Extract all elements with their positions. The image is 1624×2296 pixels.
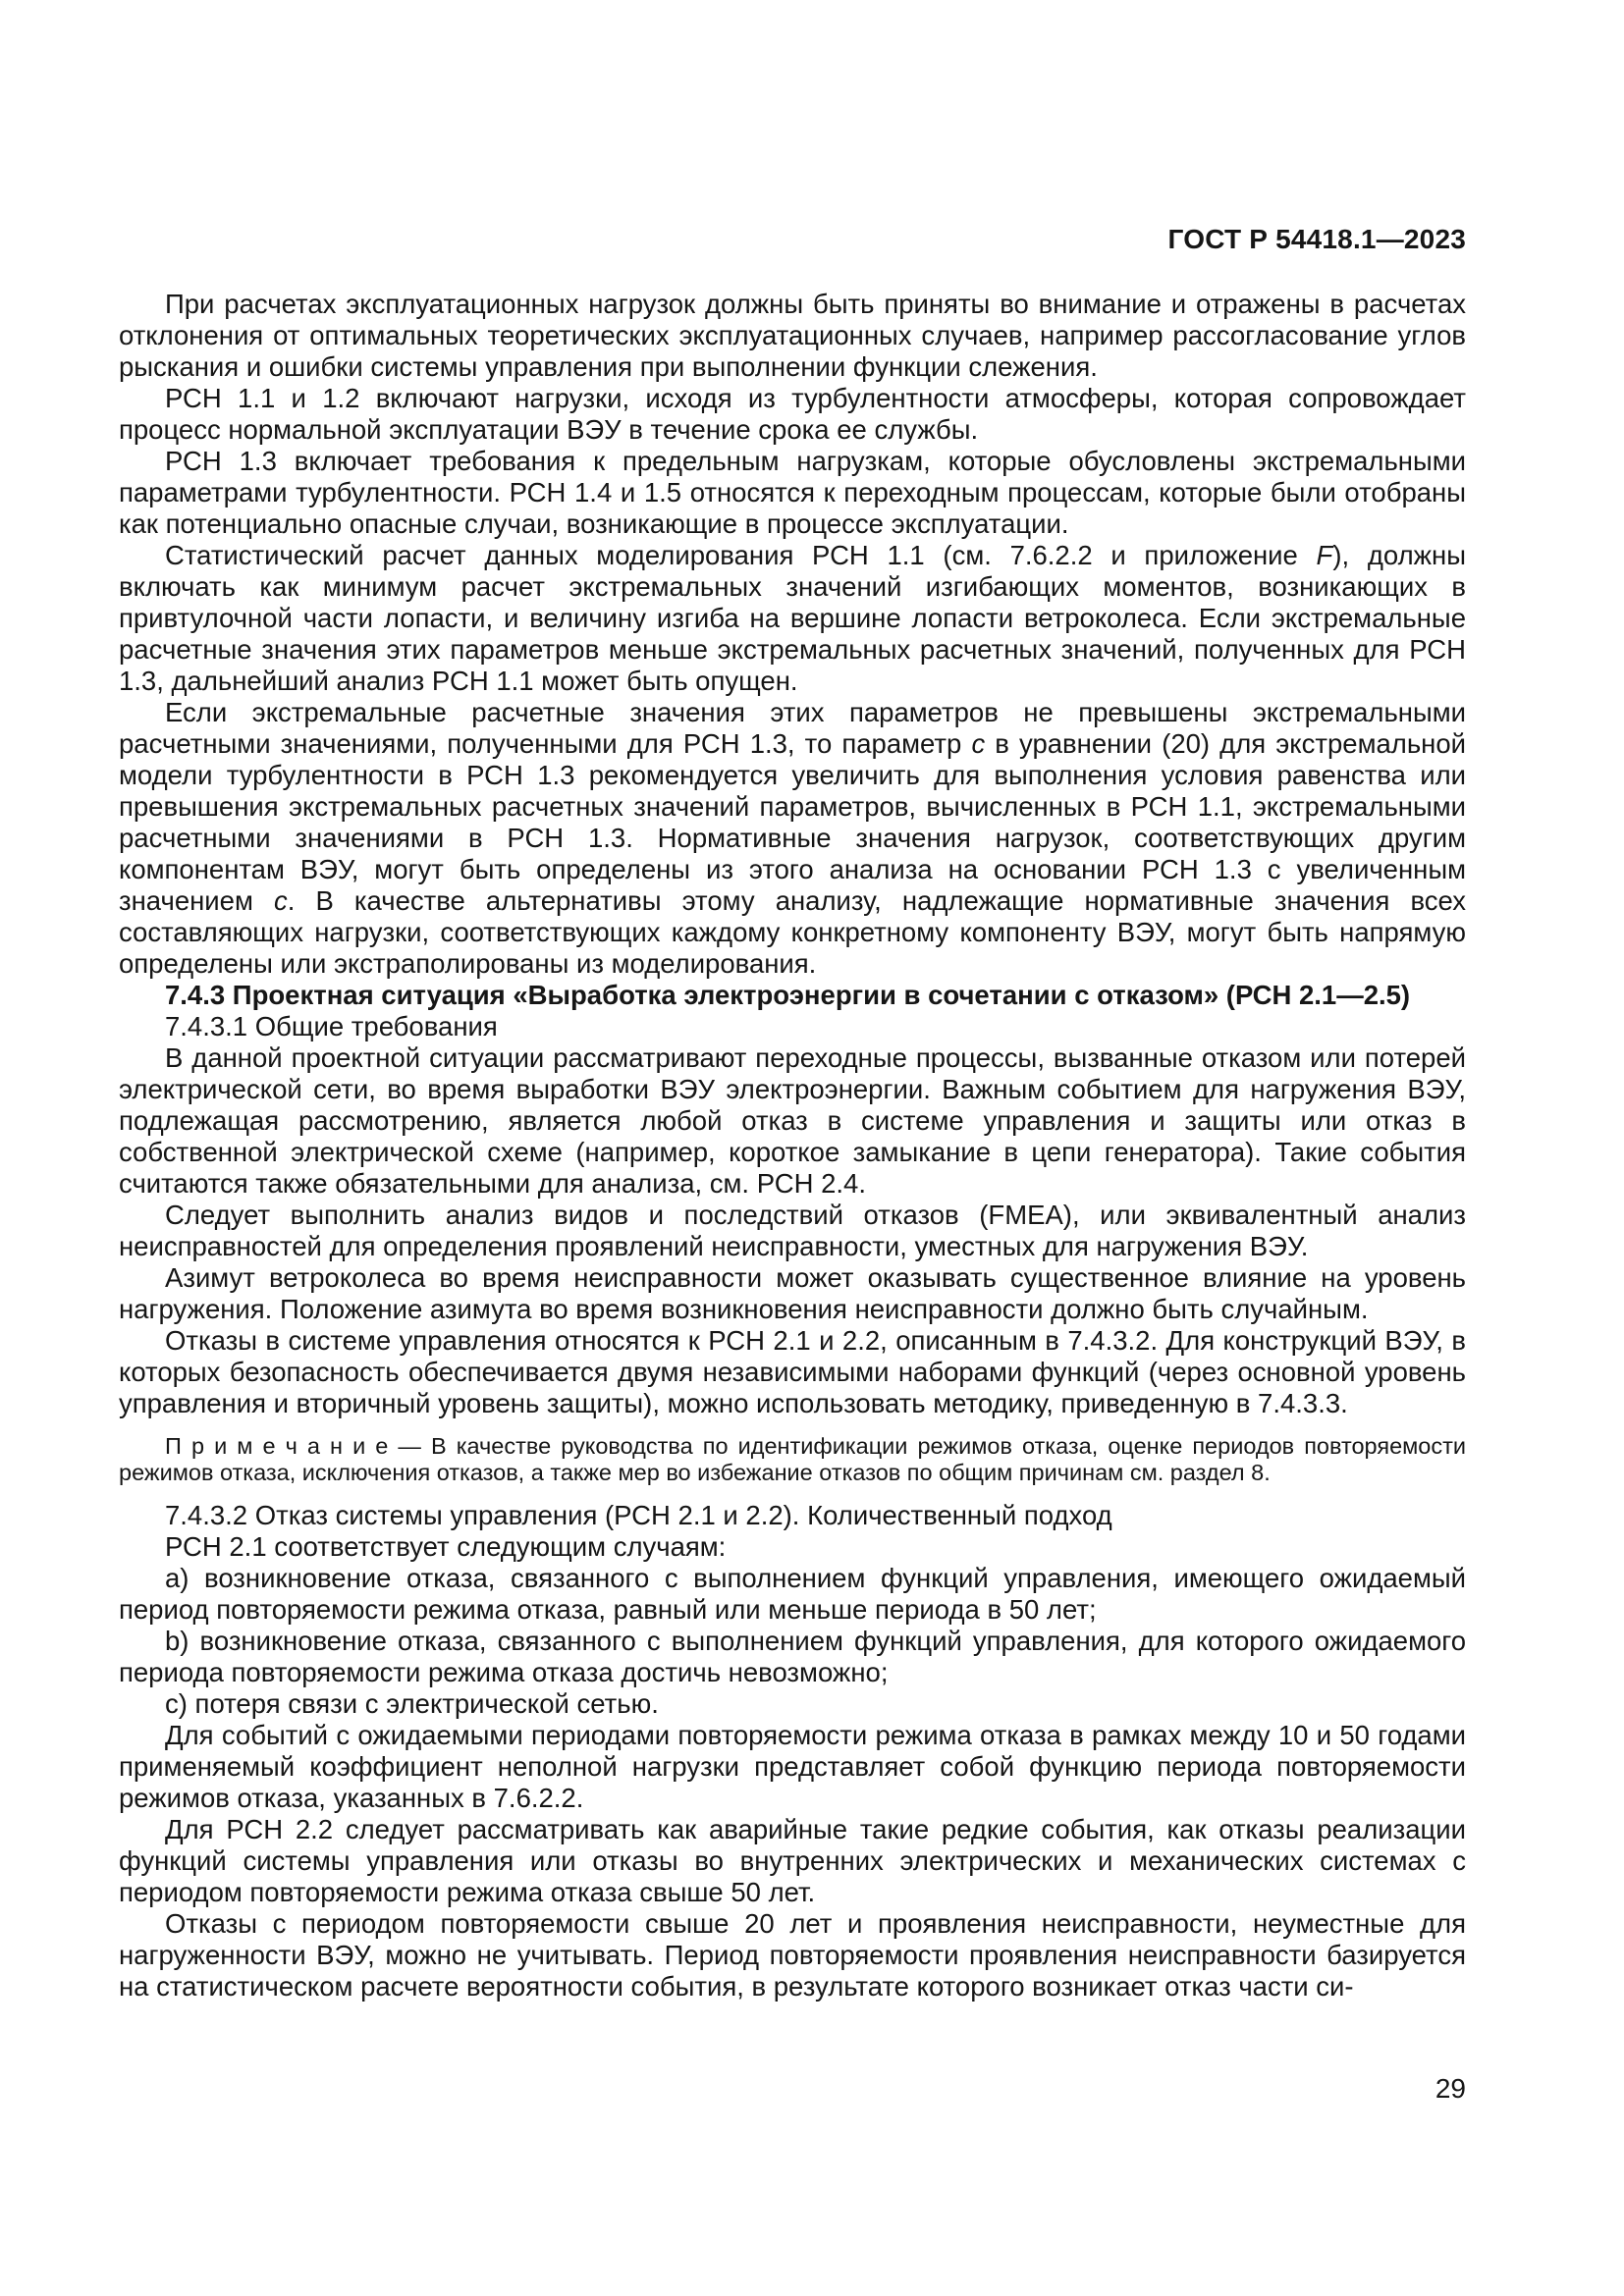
document-content [119,224,1466,2002]
paragraph: РСН 1.3 включает требования к предельным нагрузкам, которые обусловлены экстремальными параметрами турбулентности. РСН 1.4 и 1.5 относятся к переходным процессам, которые были отобраны как потенциально опасные случаи, возникающие в процессе эксплуатации. [119,446,1466,539]
paragraph: В данной проектной ситуации рассматривают переходные процессы, вызванные отказом или потерей электрической сети, во время выработки ВЭУ электроэнергии. Важным событием для нагружения ВЭУ, подлежащая рассмотрению, является любой отказ в системе управления и защиты или отказ в собственной электрической схеме (например, короткое замыкание в цепи генератора). Такие события считаются также обязательными для анализа, см. РСН 2.4. [119,1042,1466,1199]
paragraph: Отказы с периодом повторяемости свыше 20 лет и проявления неисправности, неуместные для нагруженности ВЭУ, можно не учитывать. Период повторяемости проявления неисправности базируется на статистическом расчете вероятности события, в результате которого возникает отказ части си- [119,1908,1466,2002]
document-code-header: ГОСТ Р 54418.1—2023 [1167,224,1466,254]
list-item-c: c) потеря связи с электрической сетью. [165,1688,659,1719]
paragraph: При расчетах эксплуатационных нагрузок должны быть приняты во внимание и отражены в расчетах отклонения от оптимальных теоретических эксплуатационных случаев, например рассогласование углов рыскания и ошибки системы управления при выполнении функции слежения. [119,289,1466,382]
section-heading-7-4-3-1: 7.4.3.1 Общие требования [165,1011,498,1041]
paragraph: РСН 1.1 и 1.2 включают нагрузки, исходя из турбулентности атмосферы, которая сопровождает процесс нормальной эксплуатации ВЭУ в течение срока ее службы. [119,383,1466,445]
section-heading-7-4-3-2: 7.4.3.2 Отказ системы управления (РСН 2.1 и 2.2). Количественный подход [165,1500,1112,1530]
paragraph: РСН 2.1 соответствует следующим случаям: [165,1531,727,1562]
paragraph: Если экстремальные расчетные значения этих параметров не превышены экстремальными расчетными значениями, полученными для РСН 1.3, то параметр c в уравнении (20) для экстремальной модели турбулентности в РСН 1.3 рекомендуется увеличить для выполнения условия равенства или превышения экстремальных расчетных значений параметров, вычисленных в РСН 1.1, экстремальными расчетными значениями в РСН 1.3. Нормативные значения нагрузок, соответствующих другим компонентам ВЭУ, могут быть определены из этого анализа на основании РСН 1.3 с увеличенным значением c. В качестве альтернативы этому анализу, надлежащие нормативные значения всех составляющих нагрузки, соответствующих каждому конкретному компоненту ВЭУ, могут быть напрямую определены или экстраполированы из моделирования. [119,697,1466,979]
paragraph: Для РСН 2.2 следует рассматривать как аварийные такие редкие события, как отказы реализации функций системы управления или отказы во внутренних электрических и механических системах с периодом повторяемости режима отказа свыше 50 лет. [119,1814,1466,1907]
paragraph: Статистический расчет данных моделирования РСН 1.1 (см. 7.6.2.2 и приложение F), должны включать как минимум расчет экстремальных значений изгибающих моментов, возникающих в привтулочной части лопасти, и величину изгиба на вершине лопасти ветроколеса. Если экстремальные расчетные значения этих параметров меньше экстремальных расчетных значений, полученных для РСН 1.3, дальнейший анализ РСН 1.1 может быть опущен. [119,540,1466,696]
page-number: 29 [1435,2073,1466,2104]
section-heading-7-4-3: 7.4.3 Проектная ситуация «Выработка электроэнергии в сочетании с отказом» (РСН 2.1—2.5) [165,980,1411,1010]
paragraph: Азимут ветроколеса во время неисправности может оказывать существенное влияние на уровень нагружения. Положение азимута во время возникновения неисправности должно быть случайным. [119,1262,1466,1324]
paragraph: Для событий с ожидаемыми периодами повторяемости режима отказа в рамках между 10 и 50 годами применяемый коэффициент неполной нагрузки представляет собой функцию периода повторяемости режимов отказа, указанных в 7.6.2.2. [119,1720,1466,1813]
note-paragraph: П р и м е ч а н и е — В качестве руководства по идентификации режимов отказа, оценке периодов повторяемости режимов отказа, исключения отказов, а также мер во избежание отказов по общим причинам см. раздел 8. [119,1433,1466,1485]
list-item-a: a) возникновение отказа, связанного с выполнением функций управления, имеющего ожидаемый период повторяемости режима отказа, равный или меньше периода в 50 лет; [119,1563,1466,1625]
list-item-b: b) возникновение отказа, связанного с выполнением функций управления, для которого ожидаемого периода повторяемости режима отказа достичь невозможно; [119,1626,1466,1687]
paragraph: Следует выполнить анализ видов и последствий отказов (FMEA), или эквивалентный анализ неисправностей для определения проявлений неисправности, уместных для нагружения ВЭУ. [119,1200,1466,1261]
paragraph: Отказы в системе управления относятся к РСН 2.1 и 2.2, описанным в 7.4.3.2. Для конструкций ВЭУ, в которых безопасность обеспечивается двумя независимыми наборами функций (через основной уровень управления и вторичный уровень защиты), можно использовать методику, приведенную в 7.4.3.3. [119,1325,1466,1418]
